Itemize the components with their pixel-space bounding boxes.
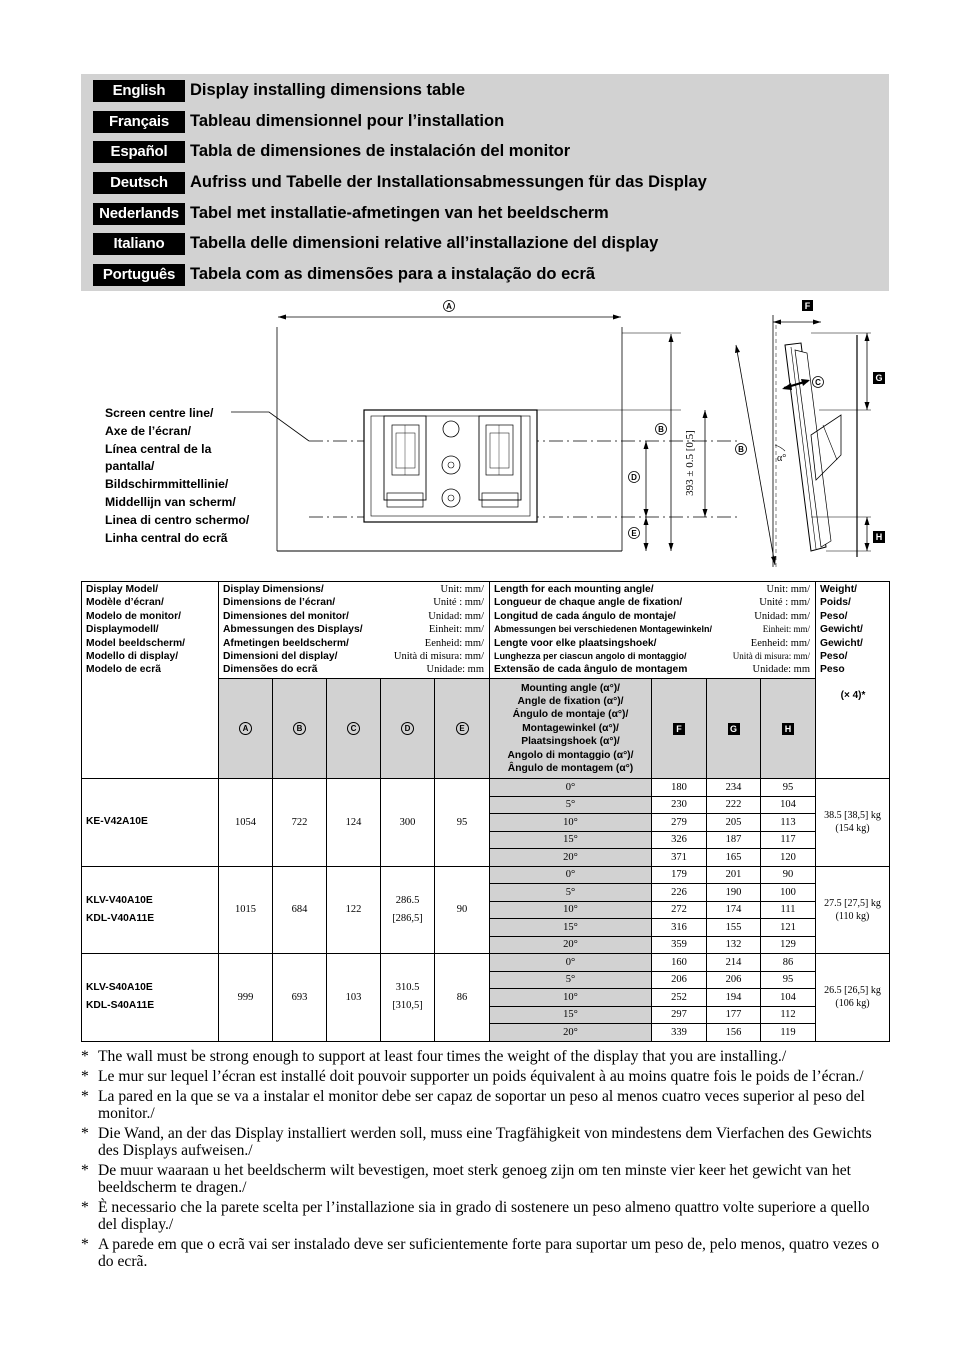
mounting-angle-header xyxy=(490,679,652,779)
footnote-marker: * xyxy=(81,1124,89,1142)
header-line: Modelo de ecrã xyxy=(86,664,161,676)
length-cell: 201 xyxy=(707,866,761,884)
angle-cell: 0° xyxy=(490,954,652,972)
footnote xyxy=(81,1199,889,1234)
header-label: Lunghezza per ciascun angolo di montaggio/ xyxy=(494,651,687,662)
weight-note: (× 4)* xyxy=(840,689,866,701)
lang-badge: Italiano xyxy=(93,233,185,255)
weight-value: 38.5 [38,5] kg xyxy=(824,810,881,822)
header-unit: Unidade: mm xyxy=(426,664,484,676)
angle-cell: 5° xyxy=(490,971,652,989)
header-label: Dimensioni del display/ xyxy=(223,651,338,663)
footnote-text: Le mur sur lequel l’écran est installé doit pouvoir supporter un poids équivalent à au moins quatre fois le poids de l’écran./ xyxy=(98,1067,864,1085)
length-cell: 205 xyxy=(707,814,761,832)
lang-row-english xyxy=(93,79,465,102)
lang-row-german xyxy=(93,171,707,194)
header-label: Dimensions de l’écran/ xyxy=(223,597,336,609)
dimension-value: 86 xyxy=(456,991,468,1003)
length-cell: 119 xyxy=(761,1024,816,1042)
weight-value: (106 kg) xyxy=(835,998,870,1010)
lang-title: Tableau dimensionnel pour l’installation xyxy=(190,112,505,130)
caption-leader-line xyxy=(231,412,309,441)
marker-g-label: G xyxy=(875,373,883,383)
length-cell: 129 xyxy=(761,936,816,954)
lang-title: Aufriss und Tabelle der Installationsabmessungen für das Display xyxy=(190,173,707,191)
angle-cell: 20° xyxy=(490,1024,652,1042)
length-cell: 100 xyxy=(761,884,816,902)
dimension-cell xyxy=(381,866,435,954)
bracket-right-clamp xyxy=(479,416,521,500)
model-name: KE-V42A10E xyxy=(86,816,148,828)
col-a-header xyxy=(219,679,273,779)
header-line: Mounting angle (α°)/ xyxy=(520,682,621,694)
marker-d-icon: D xyxy=(401,722,414,735)
model-name: KDL-S40A11E xyxy=(86,1000,155,1012)
footnote-marker: * xyxy=(81,1087,89,1105)
length-cell: 194 xyxy=(707,989,761,1007)
header-line: Weight/ xyxy=(820,584,857,595)
length-cell: 187 xyxy=(707,831,761,849)
col-g-header xyxy=(707,679,761,779)
marker-f-label: F xyxy=(804,301,811,311)
header-line: Peso/ xyxy=(820,651,848,663)
model-name: KLV-S40A10E xyxy=(86,982,153,994)
header-label: Afmetingen beeldscherm/ xyxy=(223,637,349,649)
angle-cell: 5° xyxy=(490,796,652,814)
caption-line: Linea di centro schermo/ xyxy=(105,512,250,527)
header-line: Modello di display/ xyxy=(86,651,179,663)
dimension-cell xyxy=(381,954,435,1042)
length-cell: 95 xyxy=(761,971,816,989)
header-line: Poids/ xyxy=(820,597,851,609)
header-label: Longueur de chaque angle de fixation/ xyxy=(494,597,683,609)
dimension-cell xyxy=(219,866,273,954)
header-unit: Unit: mm/ xyxy=(440,584,484,595)
weight-cell xyxy=(816,866,890,954)
length-cell: 226 xyxy=(652,884,707,902)
marker-d-label: D xyxy=(631,473,637,483)
footnote-text: Die Wand, an der das Display installiert werden soll, muss eine Tragfähigkeit von mindestens dem Vierfachen des Gewichts des Displays aufweisen./ xyxy=(98,1124,872,1159)
lang-badge: Français xyxy=(93,111,185,133)
header-line: Peso/ xyxy=(820,610,848,622)
dimension-value: 103 xyxy=(345,991,362,1003)
dimension-value: 122 xyxy=(345,904,362,916)
length-cell: 252 xyxy=(652,989,707,1007)
lang-row-spanish xyxy=(93,140,570,163)
marker-c-label: C xyxy=(815,378,821,388)
lang-badge: Español xyxy=(93,141,185,163)
length-cell: 230 xyxy=(652,796,707,814)
angle-cell: 0° xyxy=(490,779,652,797)
length-cell: 121 xyxy=(761,919,816,937)
table-row xyxy=(82,779,890,797)
weight-value: (154 kg) xyxy=(835,823,870,835)
header-line: Modelo de monitor/ xyxy=(86,610,181,622)
dimension-value: 1015 xyxy=(235,904,256,916)
angle-cell: 15° xyxy=(490,1006,652,1024)
angle-cell: 20° xyxy=(490,849,652,867)
caption-line: Bildschirmmittellinie/ xyxy=(105,477,229,492)
dimensions-table xyxy=(81,581,890,1042)
dimension-value: 90 xyxy=(456,904,468,916)
caption-line: Línea central de la xyxy=(105,441,212,456)
header-line: Modèle d’écran/ xyxy=(86,597,164,609)
marker-f-icon: F xyxy=(673,723,685,735)
dimension-cell xyxy=(435,866,490,954)
col-h-header xyxy=(761,679,816,779)
footnote xyxy=(81,1125,889,1160)
table-row xyxy=(82,866,890,884)
col-c-header xyxy=(327,679,381,779)
length-cell: 160 xyxy=(652,954,707,972)
length-cell: 371 xyxy=(652,849,707,867)
footnote xyxy=(81,1236,889,1271)
header-line: Plaatsingshoek (α°)/ xyxy=(521,736,620,748)
header-unit: Eenheid: mm/ xyxy=(424,637,484,649)
caption-line: Middellijn van scherm/ xyxy=(105,494,236,509)
header-line: Model beeldscherm/ xyxy=(86,637,185,649)
dimension-value: 684 xyxy=(291,904,308,916)
display-dimensions-header xyxy=(219,582,490,679)
caption-line: Linha central do ecrã xyxy=(105,530,228,545)
dimension-value: 95 xyxy=(456,816,468,828)
dimension-value: 722 xyxy=(291,816,308,828)
length-cell: 279 xyxy=(652,814,707,832)
dimension-cell xyxy=(219,779,273,867)
lang-row-italian xyxy=(93,232,658,255)
header-line: Peso xyxy=(820,664,845,676)
lang-badge: Nederlands xyxy=(93,203,185,225)
header-unit: Unité : mm/ xyxy=(759,597,810,609)
footnote-text: La pared en la que se va a instalar el monitor debe ser capaz de soportar un peso al menos cuatro veces superior al peso del monitor./ xyxy=(98,1087,865,1122)
header-label: Dimensões do ecrã xyxy=(223,664,318,676)
header-unit: Unidad: mm/ xyxy=(428,610,484,622)
header-label: Display Dimensions/ xyxy=(223,584,324,595)
dimension-cell xyxy=(327,954,381,1042)
marker-b-label: B xyxy=(658,425,664,435)
length-cell: 190 xyxy=(707,884,761,902)
marker-b-side-label: B xyxy=(738,445,744,455)
length-cell: 165 xyxy=(707,849,761,867)
length-cell: 104 xyxy=(761,796,816,814)
length-cell: 112 xyxy=(761,1006,816,1024)
length-cell: 111 xyxy=(761,901,816,919)
header-unit: Einheit: mm/ xyxy=(428,624,484,636)
footnotes xyxy=(81,1048,889,1273)
dimension-value-alt: [286,5] xyxy=(392,912,423,924)
language-title-panel xyxy=(81,74,889,291)
length-cell: 222 xyxy=(707,796,761,814)
header-line: Gewicht/ xyxy=(820,624,863,636)
lang-row-dutch xyxy=(93,202,609,225)
footnote-marker: * xyxy=(81,1067,89,1085)
lang-title: Tabella delle dimensioni relative all’installazione del display xyxy=(190,234,659,252)
length-cell: 234 xyxy=(707,779,761,797)
header-line: Angolo di montaggio (α°)/ xyxy=(507,749,634,761)
header-label: Extensão de cada ângulo de montagem xyxy=(494,664,688,676)
model-header xyxy=(82,582,219,779)
length-cell: 214 xyxy=(707,954,761,972)
header-label: Dimensiones del monitor/ xyxy=(223,610,349,622)
lang-badge: Português xyxy=(93,264,185,286)
lang-title: Display installing dimensions table xyxy=(190,81,466,99)
length-cell: 206 xyxy=(707,971,761,989)
length-cell: 177 xyxy=(707,1006,761,1024)
length-cell: 206 xyxy=(652,971,707,989)
angle-cell: 20° xyxy=(490,936,652,954)
header-label: Lengte voor elke plaatsingshoek/ xyxy=(494,637,657,649)
dimension-value-alt: [310,5] xyxy=(392,1000,423,1012)
dim-b-side-arrow xyxy=(736,345,775,565)
angle-cell: 15° xyxy=(490,919,652,937)
model-name: KDL-V40A11E xyxy=(86,912,155,924)
length-cell: 272 xyxy=(652,901,707,919)
length-cell: 86 xyxy=(761,954,816,972)
dimension-value: 310.5 xyxy=(395,982,420,994)
lang-badge: English xyxy=(93,80,185,102)
col-e-header xyxy=(435,679,490,779)
header-line: Ángulo de montaje (α°)/ xyxy=(512,709,629,721)
header-line: Displaymodell/ xyxy=(86,624,159,636)
footnote-text: De muur waaraan u het beeldscherm wilt bevestigen, moet sterk genoeg zijn om ten minste vier keer het gewicht van het beeldscherm te dragen./ xyxy=(98,1161,852,1197)
marker-b-icon: B xyxy=(293,722,306,735)
weight-header xyxy=(816,582,890,779)
length-cell: 297 xyxy=(652,1006,707,1024)
lang-row-portuguese xyxy=(93,263,595,286)
dimension-value: 693 xyxy=(291,991,308,1003)
dimension-cell xyxy=(327,866,381,954)
length-header xyxy=(490,582,816,679)
footnote xyxy=(81,1048,889,1065)
header-unit: Unité : mm/ xyxy=(433,597,484,609)
header-unit: Unità di misura: mm/ xyxy=(393,651,484,663)
header-unit: Unit: mm/ xyxy=(766,584,810,595)
footnote xyxy=(81,1162,889,1197)
length-cell: 326 xyxy=(652,831,707,849)
footnote-marker: * xyxy=(81,1161,89,1179)
marker-g-icon: G xyxy=(728,723,740,735)
header-line: Display Model/ xyxy=(86,584,159,595)
model-name: KLV-V40A10E xyxy=(86,894,153,906)
length-cell: 120 xyxy=(761,849,816,867)
alpha-label: α° xyxy=(777,453,787,464)
lang-badge: Deutsch xyxy=(93,172,185,194)
header-line: Gewicht/ xyxy=(820,637,863,649)
dimension-cell xyxy=(273,866,327,954)
length-cell: 179 xyxy=(652,866,707,884)
header-unit: Unità di misura: mm/ xyxy=(732,651,810,662)
dimension-value: 300 xyxy=(399,816,416,828)
dimension-cell xyxy=(273,779,327,867)
caption-line: pantalla/ xyxy=(105,459,155,474)
marker-a-label: A xyxy=(446,302,452,312)
length-cell: 90 xyxy=(761,866,816,884)
dimension-cell xyxy=(435,954,490,1042)
footnote xyxy=(81,1068,889,1085)
length-cell: 155 xyxy=(707,919,761,937)
footnote xyxy=(81,1088,889,1123)
lang-title: Tabel met installatie-afmetingen van het beeldscherm xyxy=(190,204,609,222)
length-cell: 180 xyxy=(652,779,707,797)
angle-cell: 5° xyxy=(490,884,652,902)
marker-h-label: H xyxy=(875,532,883,542)
angle-cell: 0° xyxy=(490,866,652,884)
dimension-cell xyxy=(435,779,490,867)
header-label: Length for each mounting angle/ xyxy=(494,584,654,595)
col-b-header xyxy=(273,679,327,779)
angle-cell: 10° xyxy=(490,901,652,919)
length-cell: 95 xyxy=(761,779,816,797)
col-d-header xyxy=(381,679,435,779)
footnote-marker: * xyxy=(81,1235,89,1253)
caption-line: Axe de l’écran/ xyxy=(105,423,192,438)
length-cell: 113 xyxy=(761,814,816,832)
footnote-marker: * xyxy=(81,1048,89,1065)
header-label: Abmessungen bei verschiedenen Montagewinkeln/ xyxy=(494,624,713,635)
dimension-cell xyxy=(381,779,435,867)
marker-e-label: E xyxy=(631,529,637,539)
model-cell xyxy=(82,866,219,954)
length-cell: 117 xyxy=(761,831,816,849)
marker-a-icon: A xyxy=(239,722,252,735)
footnote-text: The wall must be strong enough to support at least four times the weight of the display that you are installing./ xyxy=(98,1048,787,1065)
weight-cell xyxy=(816,954,890,1042)
header-unit: Unidad: mm/ xyxy=(754,610,810,622)
weight-value: 27.5 [27,5] kg xyxy=(824,897,881,909)
marker-e-icon: E xyxy=(456,722,469,735)
dimension-cell xyxy=(327,779,381,867)
footnote-text: È necessario che la parete scelta per l’installazione sia in grado di sostenere un peso almeno quattro volte superiore a quello del display./ xyxy=(98,1198,870,1234)
footnote-text: A parede em que o ecrã vai ser instalado deve ser suficientemente forte para suportar um peso de, pelo menos, quatro vezes o do ecrã. xyxy=(98,1235,880,1271)
length-cell: 339 xyxy=(652,1024,707,1042)
weight-value: (110 kg) xyxy=(835,910,870,922)
length-cell: 132 xyxy=(707,936,761,954)
length-cell: 156 xyxy=(707,1024,761,1042)
header-label: Abmessungen des Displays/ xyxy=(223,624,363,636)
dim-393-label: 393 ± 0.5 [0,5] xyxy=(684,430,696,496)
weight-cell xyxy=(816,779,890,867)
angle-cell: 15° xyxy=(490,831,652,849)
header-line: Ângulo de montagem (α°) xyxy=(507,763,634,775)
dimension-cell xyxy=(219,954,273,1042)
lang-title: Tabla de dimensiones de instalación del monitor xyxy=(190,142,571,160)
dimension-value: 1054 xyxy=(235,816,256,828)
dimension-value: 999 xyxy=(237,991,254,1003)
length-cell: 359 xyxy=(652,936,707,954)
footnote-marker: * xyxy=(81,1198,89,1216)
length-cell: 104 xyxy=(761,989,816,1007)
header-line: Montagewinkel (α°)/ xyxy=(522,722,619,734)
model-cell xyxy=(82,954,219,1042)
lang-row-french xyxy=(93,110,504,133)
lang-title: Tabela com as dimensões para a instalação do ecrã xyxy=(190,265,596,283)
caption-line: Screen centre line/ xyxy=(105,406,214,420)
table-row xyxy=(82,954,890,972)
header-line: Angle de fixation (α°)/ xyxy=(517,695,624,707)
length-cell: 174 xyxy=(707,901,761,919)
installation-diagram xyxy=(81,295,889,580)
angle-cell: 10° xyxy=(490,989,652,1007)
weight-value: 26.5 [26,5] kg xyxy=(824,985,881,997)
header-unit: Einheit: mm/ xyxy=(762,624,810,635)
marker-h-icon: H xyxy=(782,723,794,735)
col-f-header xyxy=(652,679,707,779)
header-unit: Eenheid: mm/ xyxy=(750,637,810,649)
dimension-value: 124 xyxy=(345,816,362,828)
dimension-cell xyxy=(273,954,327,1042)
marker-c-icon: C xyxy=(347,722,360,735)
length-cell: 316 xyxy=(652,919,707,937)
angle-cell: 10° xyxy=(490,814,652,832)
header-label: Longitud de cada ángulo de montaje/ xyxy=(494,610,676,622)
dimension-value: 286.5 xyxy=(395,894,420,906)
header-unit: Unidade: mm xyxy=(752,664,810,676)
diagram-drawing xyxy=(81,295,889,580)
model-cell xyxy=(82,779,219,867)
